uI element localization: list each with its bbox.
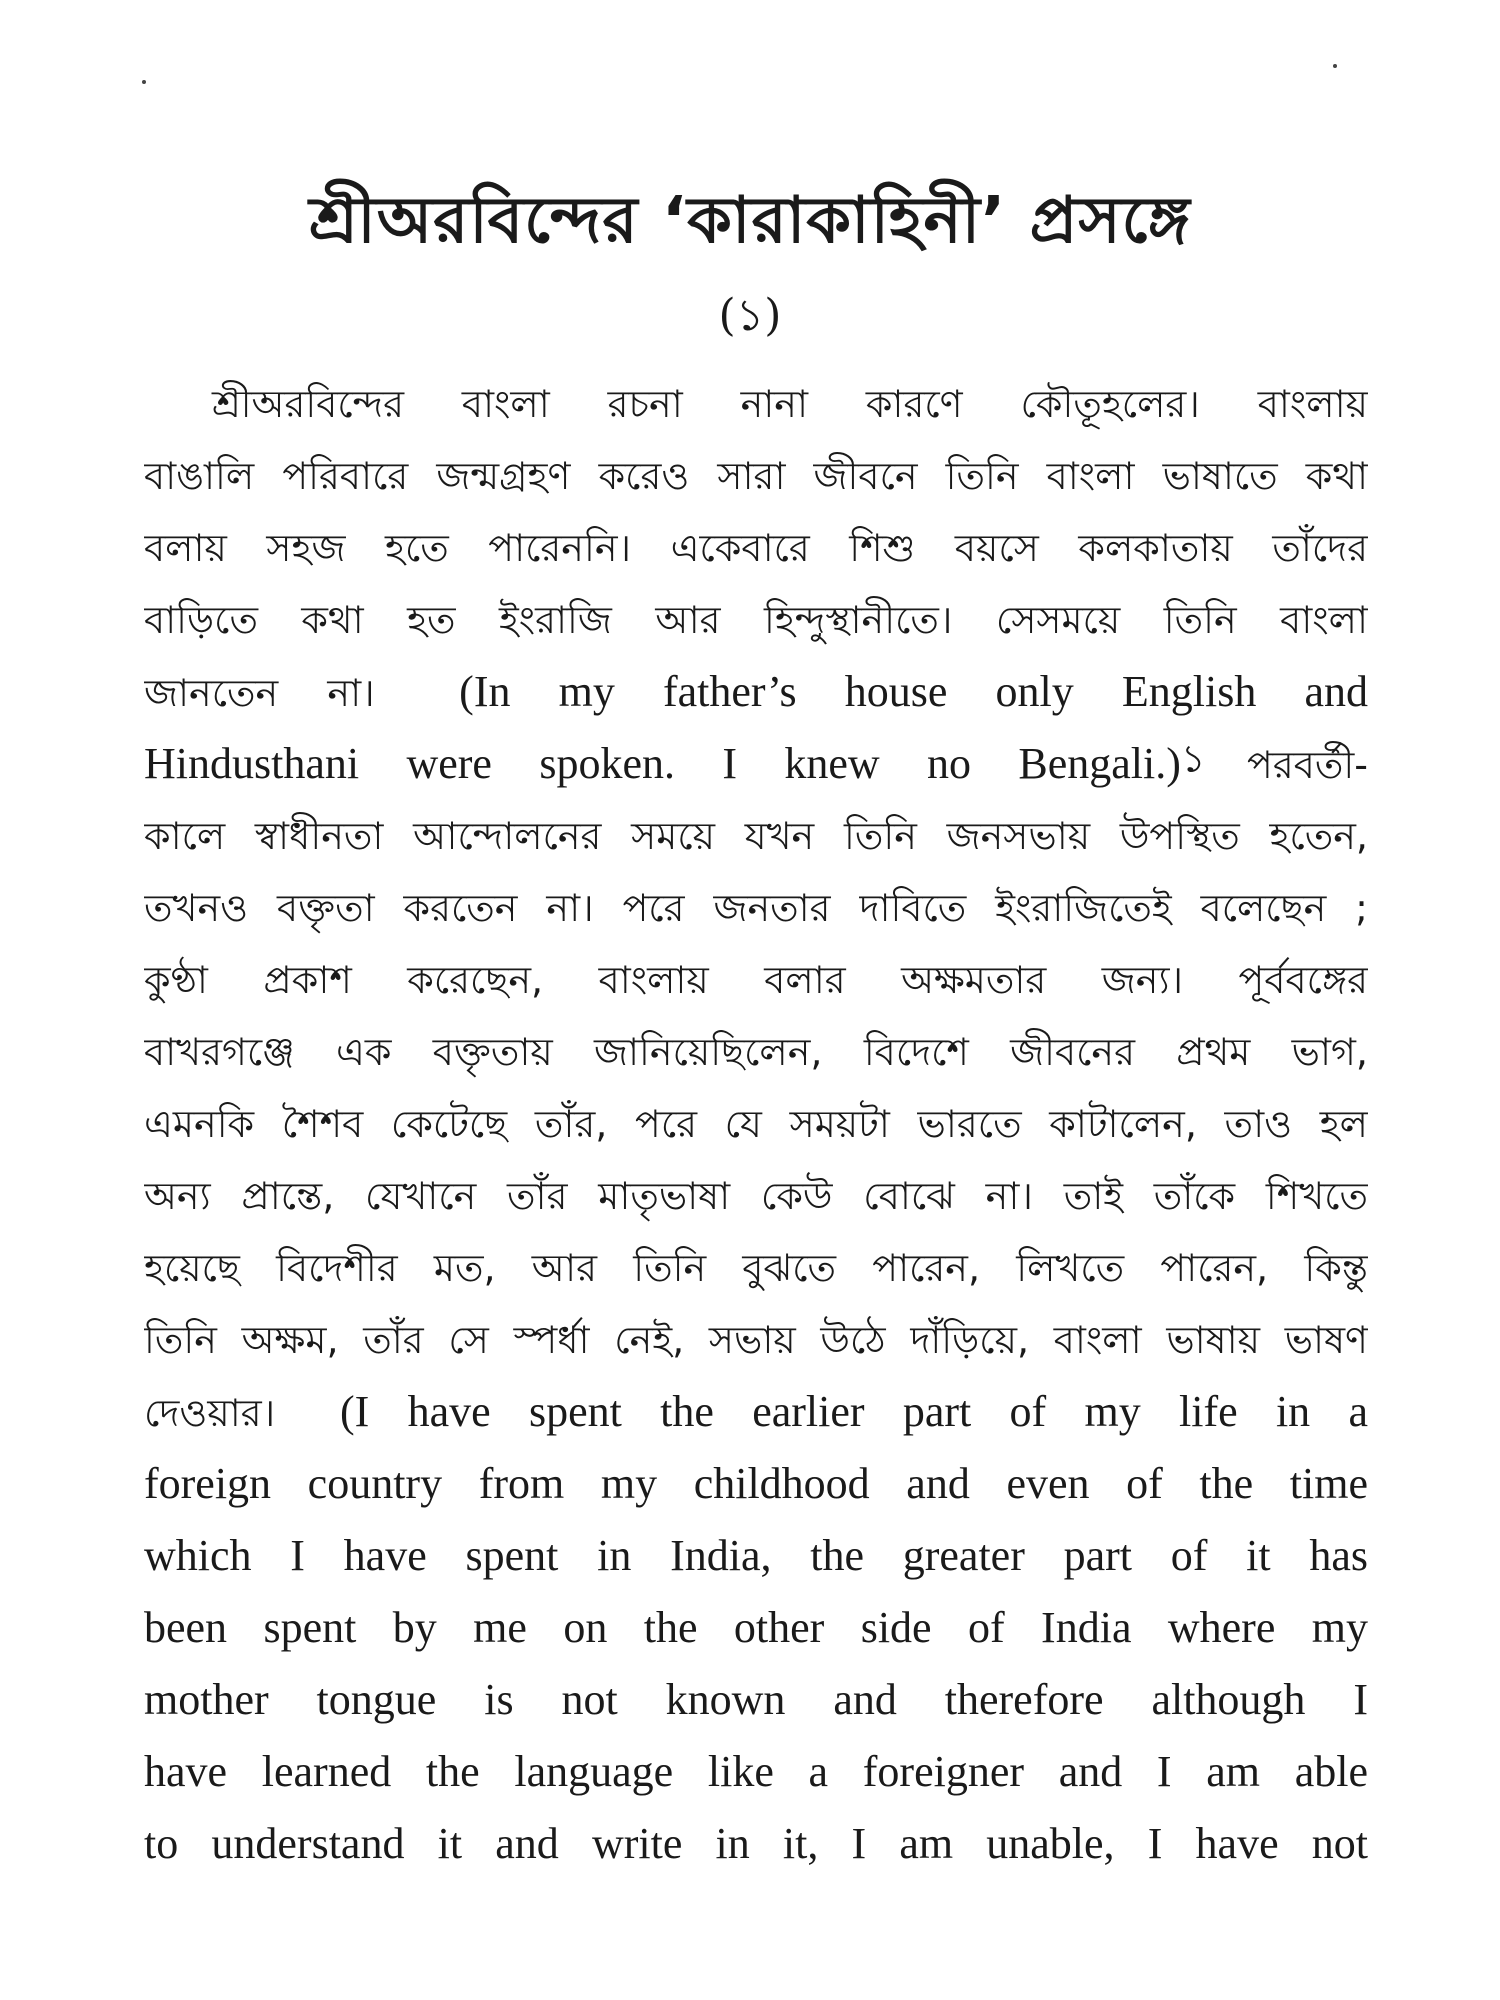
english-line: which I have spent in India, the greater part of it has	[144, 1531, 1368, 1580]
text-segment: পরবর্তী-	[1247, 743, 1368, 787]
scan-speck	[142, 80, 146, 84]
text-line: তিনি অক্ষম, তাঁর সে স্পর্ধা নেই, সভায় উঠে দাঁড়িয়ে, বাংলা ভাষায় ভাষণ	[144, 1318, 1368, 1362]
text-line: বলায় সহজ হতে পারেননি। একেবারে শিশু বয়সে কলকাতায় তাঁদের	[144, 526, 1368, 570]
text-line: শ্রীঅরবিন্দের বাংলা রচনা নানা কারণে কৌতূহলের। বাংলায়	[212, 382, 1368, 426]
english-line: mother tongue is not known and therefore although I	[144, 1675, 1368, 1724]
text-line: কুণ্ঠা প্রকাশ করেছেন, বাংলায় বলার অক্ষমতার জন্য। পূর্ববঙ্গের	[144, 958, 1368, 1002]
text-segment: দেওয়ার।	[144, 1391, 276, 1435]
text-line: এমনকি শৈশব কেটেছে তাঁর, পরে যে সময়টা ভারতে কাটালেন, তাও হল	[144, 1102, 1368, 1146]
english-quote: (I have spent the earlier part of my life in a	[340, 1387, 1368, 1436]
footnote-marker: ১	[1180, 736, 1206, 781]
english-line: to understand it and write in it, I am unable, I have not	[144, 1819, 1368, 1868]
section-number: (১)	[718, 290, 782, 341]
text-segment: জানতেন না।	[144, 671, 375, 715]
english-quote: Hindusthani were spoken. I knew no Bengali.)	[144, 739, 1181, 788]
chapter-title: শ্রীঅরবিন্দের ‘কারাকাহিনী’ প্রসঙ্গে	[309, 184, 1191, 258]
english-line: foreign country from my childhood and even of the time	[144, 1459, 1368, 1508]
text-line: তখনও বক্তৃতা করতেন না। পরে জনতার দাবিতে ইংরাজিতেই বলেছেন ;	[144, 886, 1368, 930]
text-line: অন্য প্রান্তে, যেখানে তাঁর মাতৃভাষা কেউ বোঝে না। তাই তাঁকে শিখতে	[144, 1174, 1368, 1218]
text-line-mixed	[144, 1376, 1368, 1448]
text-line-mixed	[144, 728, 1368, 800]
text-line: বাড়িতে কথা হত ইংরাজি আর হিন্দুস্থানীতে। সেসময়ে তিনি বাংলা	[144, 598, 1368, 642]
text-line: হয়েছে বিদেশীর মত, আর তিনি বুঝতে পারেন, লিখতে পারেন, কিন্তু	[144, 1246, 1368, 1290]
scan-speck	[1333, 64, 1337, 68]
body-text	[144, 368, 1368, 1880]
english-quote: (In my father’s house only English and	[459, 667, 1368, 716]
english-line: been spent by me on the other side of India where my	[144, 1603, 1368, 1652]
text-line: বাঙালি পরিবারে জন্মগ্রহণ করেও সারা জীবনে তিনি বাংলা ভাষাতে কথা	[144, 454, 1368, 498]
text-line: কালে স্বাধীনতা আন্দোলনের সময়ে যখন তিনি জনসভায় উপস্থিত হতেন,	[144, 814, 1368, 858]
english-line: have learned the language like a foreigner and I am able	[144, 1747, 1368, 1796]
text-line: বাখরগঞ্জে এক বক্তৃতায় জানিয়েছিলেন, বিদেশে জীবনের প্রথম ভাগ,	[144, 1030, 1368, 1074]
text-line-mixed	[144, 656, 1368, 728]
